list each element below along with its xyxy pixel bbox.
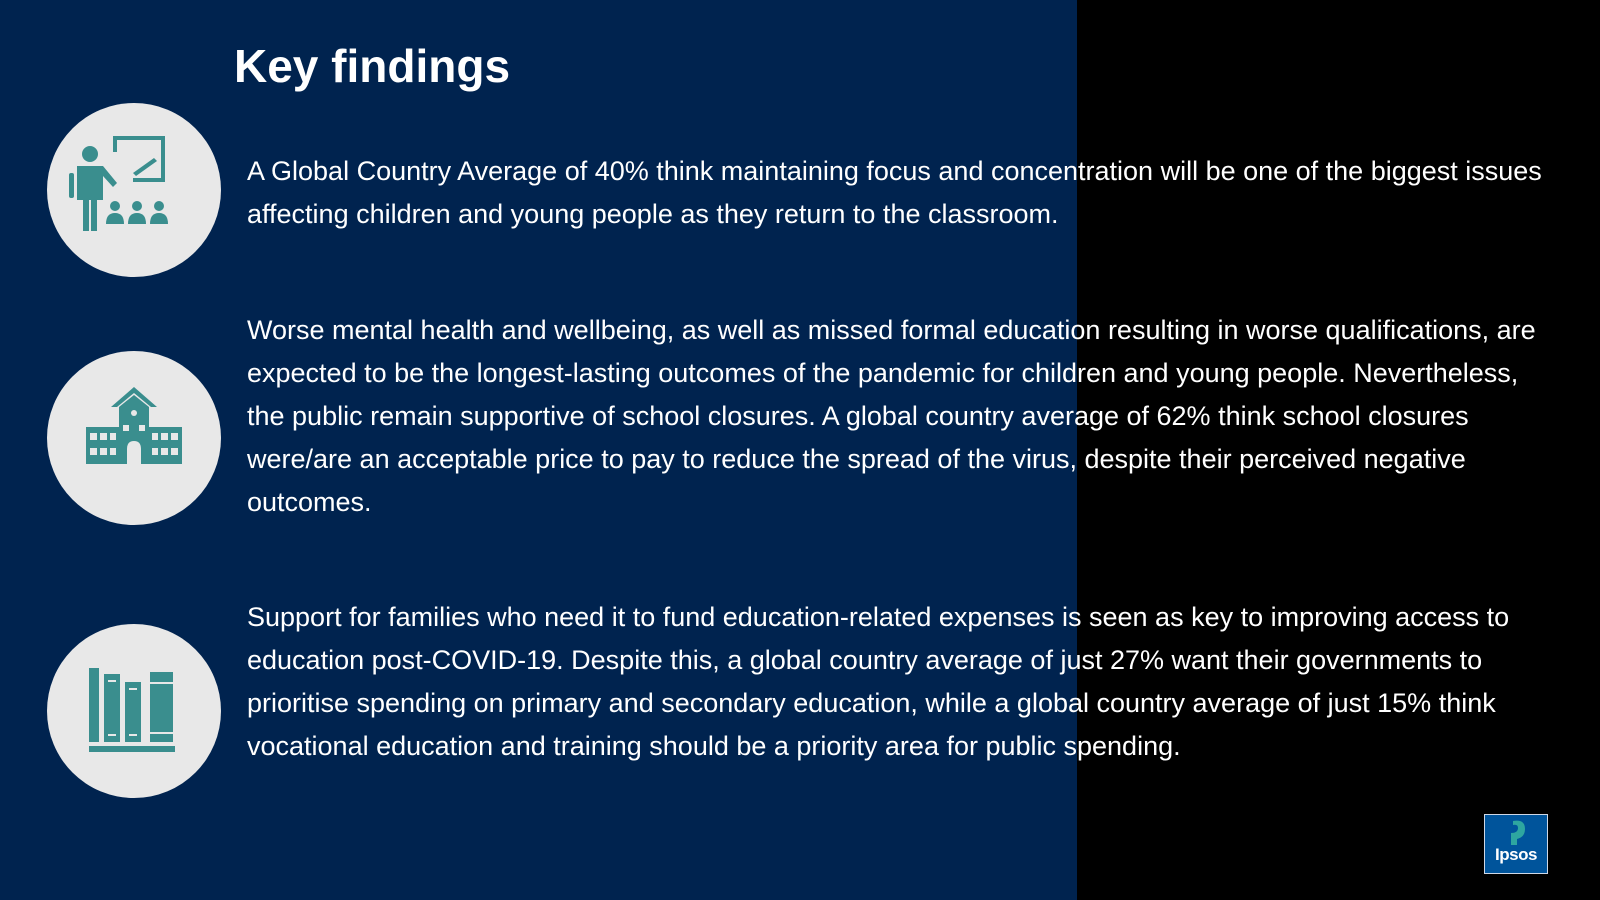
finding-1-text: A Global Country Average of 40% think maintaining focus and concentration will be one of the biggest issues affecting children and young people as they return to the classroom. (247, 156, 1542, 229)
ipsos-logo (1484, 814, 1548, 874)
school-building-icon (47, 351, 221, 525)
finding-2-icon-circle (47, 351, 221, 525)
page-title: Key findings (234, 40, 511, 92)
books-shelf-icon (47, 624, 221, 798)
finding-3-text: Support for families who need it to fund education-related expenses is seen as key to improving access to education post-COVID-19. Despite this, a global country average of just 27% want their governments to prioritise spending on primary and secondary education, while a global country average of just 15% think vocational education and training should be a priority area for public spending. (247, 602, 1510, 761)
finding-2-text: Worse mental health and wellbeing, as well as missed formal education resulting in worse qualifications, are expected to be the longest-lasting outcomes of the pandemic for children and young people. Nevertheless, the public remain supportive of school closures. A global country average of 62% think school closures were/are an acceptable price to pay to reduce the spread of the virus, despite their perceived negative outcomes. (247, 315, 1536, 517)
finding-1-icon-circle (47, 103, 221, 277)
teacher-classroom-icon (47, 103, 221, 277)
ipsos-logo-text: Ipsos (1495, 845, 1537, 864)
finding-3-icon-circle (47, 624, 221, 798)
